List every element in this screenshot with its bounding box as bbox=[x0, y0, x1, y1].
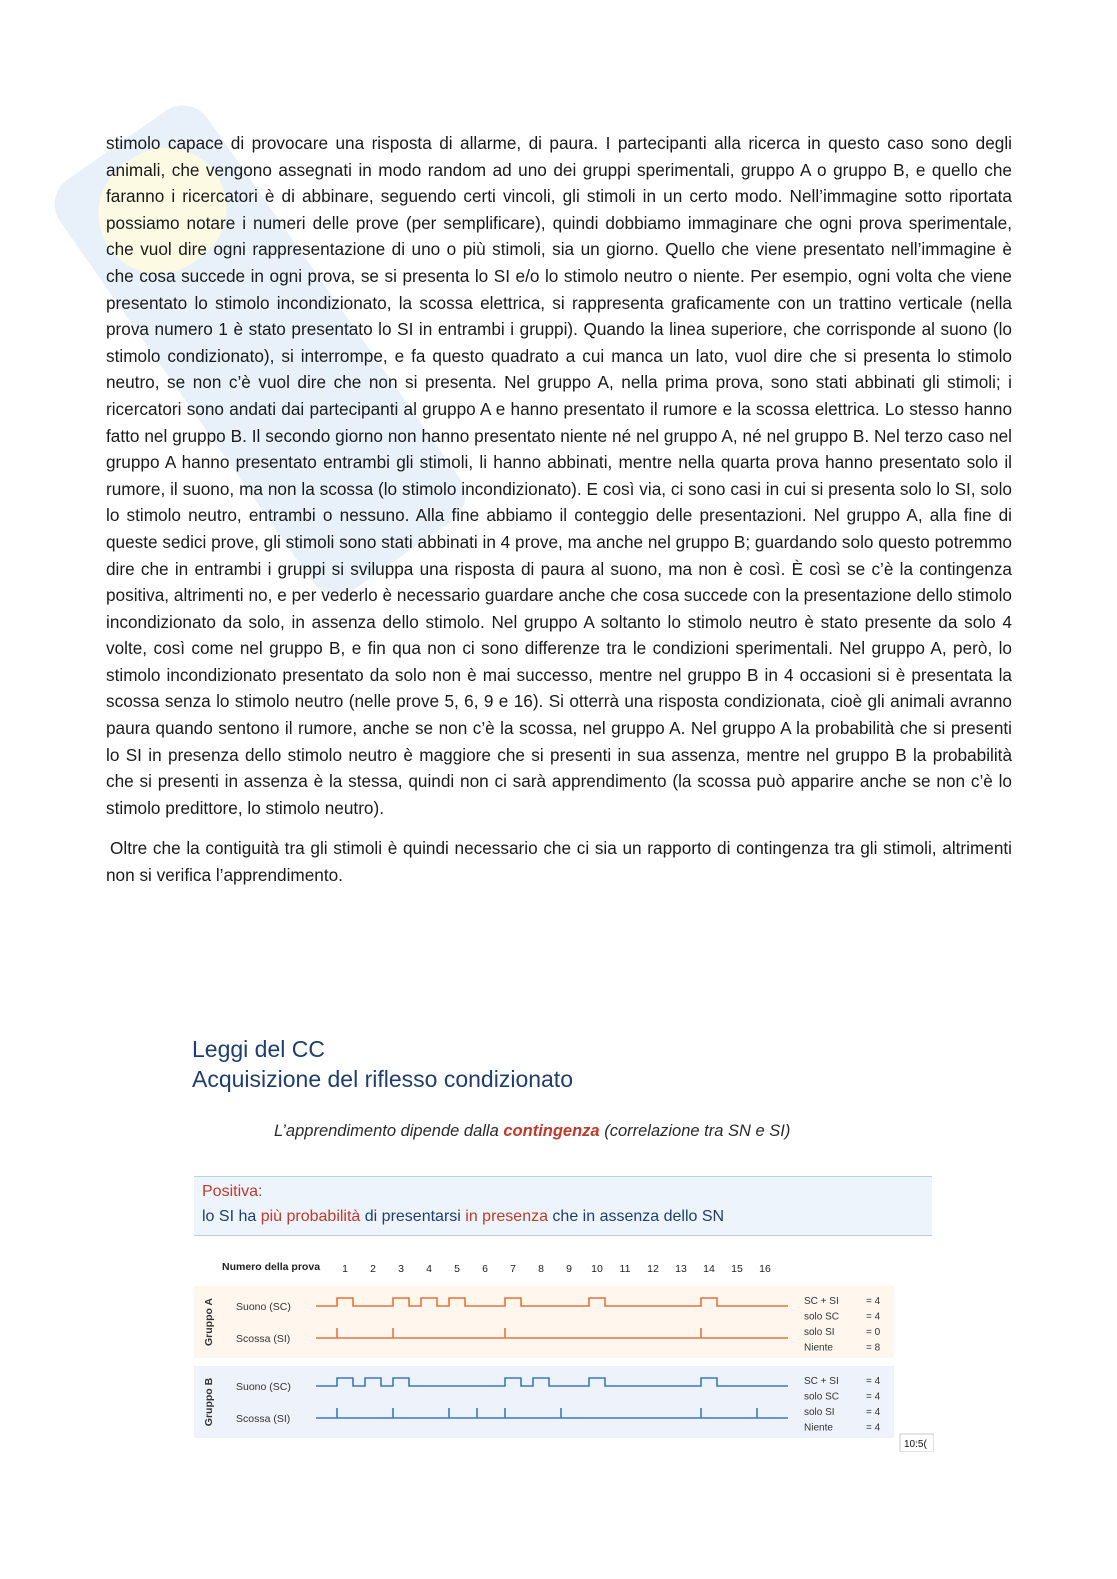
group-b-count-label-0: SC + SI bbox=[804, 1376, 839, 1387]
group-b-count-value-3: = 4 bbox=[866, 1422, 881, 1434]
trial-number-12: 12 bbox=[647, 1263, 659, 1275]
document-body bbox=[106, 130, 1012, 889]
trial-number-7: 7 bbox=[510, 1263, 516, 1275]
paragraph-main: stimolo capace di provocare una risposta di allarme, di paura. I partecipanti alla ricerca in questo caso sono degli animali, che vengono assegnati in modo random ad uno dei gruppi sperimentali, gruppo A o gruppo B, e quello che faranno i ricercatori è di abbinare, seguendo certi vincoli, gli stimoli in un certo modo. Nell’immagine sotto riportata possiamo notare i numeri delle prove (per semplificare), quindi dobbiamo immaginare che ogni prova sperimentale, che vuol dire ogni rappresentazione di uno o più stimoli, sia un giorno. Quello che viene presentato nell’immagine è che cosa succede in ogni prova, se si presenta lo SI e/o lo stimolo neutro o niente. Per esempio, ogni volta che viene presentato lo stimolo incondizionato, la scossa elettrica, si rappresenta graficamente con un trattino verticale (nella prova numero 1 è stato presentato lo SI in entrambi i gruppi). Quando la linea superiore, che corrisponde al suono (lo stimolo condizionato), si interrompe, e fa questo quadrato a cui manca un lato, vuol dire che si presenta lo stimolo neutro, se non c’è vuol dire che non si presenta. Nel gruppo A, nella prima prova, sono stati abbinati gli stimoli; i ricercatori sono andati dai partecipanti al gruppo A e hanno presentato il rumore e la scossa elettrica. Lo stesso hanno fatto nel gruppo B. Il secondo giorno non hanno presentato niente né nel gruppo A, né nel gruppo B. Nel terzo caso nel gruppo A hanno presentato entrambi gli stimoli, li hanno abbinati, mentre nella quarta prova hanno presentato solo il rumore, il suono, ma non la scossa (lo stimolo incondizionato). E così via, ci sono casi in cui si presenta solo lo SI, solo lo stimolo neutro, entrambi o nessuno. Alla fine abbiamo il conteggio delle presentazioni. Nel gruppo A, alla fine di queste sedici prove, gli stimoli sono stati abbinati in 4 prove, ma anche nel gruppo B; guardando solo questo potremmo dire che in entrambi i gruppi si sviluppa una risposta di paura al suono, ma non è così. È così se c’è la contingenza positiva, altrimenti no, e per vederlo è necessario guardare anche che cosa succede con la presentazione dello stimolo incondizionato da solo, in assenza dello stimolo. Nel gruppo A soltanto lo stimolo neutro è stato presente da solo 4 volte, così come nel gruppo B, e fin qua non ci sono differenze tra le condizioni sperimentali. Nel gruppo A, però, lo stimolo incondizionato presentato da solo non è mai successo, mentre nel gruppo B in 4 occasioni si è presentata la scossa senza lo stimolo neutro (nelle prove 5, 6, 9 e 16). Si otterrà una risposta condizionata, cioè gli animali avranno paura quando sentono il rumore, anche se non c’è la scossa, nel gruppo A. Nel gruppo A la probabilità che si presenti lo SI in presenza dello stimolo neutro è maggiore che si presenti in sua assenza, mentre nel gruppo B la probabilità che si presenti in assenza è la stessa, quindi non ci sarà apprendimento (la scossa può apparire anche se non c’è lo stimolo predittore, lo stimolo neutro). bbox=[106, 133, 1012, 818]
banner-text-a: lo SI ha bbox=[202, 1208, 261, 1225]
banner-highlight-2: in presenza bbox=[465, 1208, 548, 1225]
group-a-sound-label: Suono (SC) bbox=[236, 1301, 291, 1313]
group-a-count-value-3: = 8 bbox=[866, 1342, 881, 1354]
time-label: 10:5( bbox=[904, 1439, 927, 1450]
trial-number-15: 15 bbox=[731, 1263, 743, 1275]
figure-title-line-1: Leggi del CC bbox=[192, 1036, 325, 1062]
group-b-count-value-0: = 4 bbox=[866, 1376, 881, 1387]
banner-text-b: di presentarsi bbox=[360, 1208, 466, 1225]
x-axis-label: Numero della prova bbox=[222, 1261, 321, 1273]
banner-label: Positiva: bbox=[202, 1183, 263, 1200]
trial-timeline-chart bbox=[194, 1246, 934, 1452]
group-b-sound-label: Suono (SC) bbox=[236, 1381, 291, 1393]
group-b-count-label-2: solo SI bbox=[804, 1407, 835, 1418]
trial-number-2: 2 bbox=[370, 1263, 376, 1275]
trial-number-10: 10 bbox=[591, 1263, 603, 1275]
group-a-count-label-0: SC + SI bbox=[804, 1296, 839, 1307]
paragraph-conclusion: Oltre che la contiguità tra gli stimoli è quindi necessario che ci sia un rapporto di contingenza tra gli stimoli, altrimenti non si verifica l’apprendimento. bbox=[106, 838, 1012, 886]
trial-number-14: 14 bbox=[703, 1263, 715, 1275]
group-b-count-value-2: = 4 bbox=[866, 1407, 881, 1418]
group-a-count-value-2: = 0 bbox=[866, 1327, 881, 1338]
trial-number-9: 9 bbox=[566, 1263, 572, 1275]
trial-number-8: 8 bbox=[538, 1263, 544, 1275]
figure-title bbox=[192, 1034, 573, 1094]
contingency-figure bbox=[166, 1022, 942, 1452]
banner-highlight-1: più probabilità bbox=[260, 1208, 361, 1225]
group-b-band bbox=[194, 1366, 894, 1438]
figure-subtitle bbox=[274, 1122, 790, 1141]
subtitle-text: L’apprendimento dipende dalla bbox=[274, 1122, 504, 1140]
subtitle-text-end: (correlazione tra SN e SI) bbox=[599, 1122, 791, 1140]
group-a-label: Gruppo A bbox=[203, 1297, 215, 1347]
trial-number-5: 5 bbox=[454, 1263, 460, 1275]
banner-text-c: che in assenza dello SN bbox=[547, 1208, 725, 1225]
group-a-count-label-1: solo SC bbox=[804, 1311, 840, 1323]
banner-text bbox=[202, 1208, 724, 1226]
group-b-shock-label: Scossa (SI) bbox=[236, 1413, 291, 1425]
trial-number-16: 16 bbox=[759, 1263, 771, 1275]
figure-title-line-2: Acquisizione del riflesso condizionato bbox=[192, 1066, 573, 1092]
group-b-count-label-1: solo SC bbox=[804, 1391, 840, 1403]
group-a-count-value-0: = 4 bbox=[866, 1296, 881, 1307]
group-a-shock-label: Scossa (SI) bbox=[236, 1333, 291, 1345]
trial-number-13: 13 bbox=[675, 1263, 687, 1275]
group-a-count-value-1: = 4 bbox=[866, 1311, 881, 1323]
group-a-count-label-3: Niente bbox=[804, 1342, 833, 1354]
trial-number-11: 11 bbox=[619, 1263, 631, 1275]
group-a-count-label-2: solo SI bbox=[804, 1327, 835, 1338]
trial-number-6: 6 bbox=[482, 1263, 488, 1275]
group-b-count-label-3: Niente bbox=[804, 1422, 833, 1434]
group-b-label: Gruppo B bbox=[203, 1377, 215, 1427]
trial-number-1: 1 bbox=[342, 1263, 348, 1275]
positive-banner bbox=[194, 1176, 932, 1236]
subtitle-highlight: contingenza bbox=[503, 1122, 600, 1140]
trial-number-4: 4 bbox=[426, 1263, 432, 1275]
group-a-band bbox=[194, 1286, 894, 1358]
trial-number-3: 3 bbox=[398, 1263, 404, 1275]
group-b-count-value-1: = 4 bbox=[866, 1391, 881, 1403]
